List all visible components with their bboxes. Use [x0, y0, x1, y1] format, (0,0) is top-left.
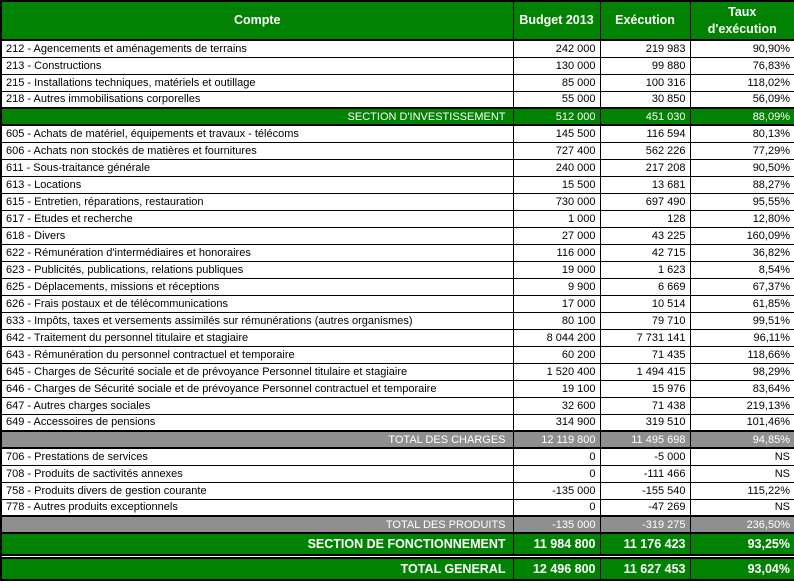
cell-execution: 15 976 — [600, 380, 690, 397]
cell-taux-execution: 61,85% — [690, 295, 794, 312]
cell-budget-2013: 19 000 — [513, 261, 600, 278]
cell-compte: 706 - Prestations de services — [1, 448, 513, 465]
table-row — [1, 91, 794, 108]
cell-taux-execution: 118,66% — [690, 346, 794, 363]
cell-taux-execution: 80,13% — [690, 125, 794, 142]
cell-compte: SECTION DE FONCTIONNEMENT — [1, 533, 513, 555]
cell-execution: -319 275 — [600, 516, 690, 533]
table-row — [1, 57, 794, 74]
column-header-taux-execution: Taux d'exécution — [690, 1, 794, 40]
cell-budget-2013: -135 000 — [513, 516, 600, 533]
cell-budget-2013: 242 000 — [513, 40, 600, 57]
cell-taux-execution: 90,90% — [690, 40, 794, 57]
cell-compte: 605 - Achats de matériel, équipements et travaux - télécoms — [1, 125, 513, 142]
cell-execution: 43 225 — [600, 227, 690, 244]
cell-compte: TOTAL DES CHARGES — [1, 431, 513, 448]
cell-budget-2013: 85 000 — [513, 74, 600, 91]
cell-taux-execution: 96,11% — [690, 329, 794, 346]
cell-execution: 6 669 — [600, 278, 690, 295]
cell-taux-execution: 36,82% — [690, 244, 794, 261]
cell-taux-execution: 95,55% — [690, 193, 794, 210]
cell-compte: 613 - Locations — [1, 176, 513, 193]
cell-budget-2013: 240 000 — [513, 159, 600, 176]
cell-taux-execution: NS — [690, 448, 794, 465]
table-row — [1, 363, 794, 380]
cell-budget-2013: 60 200 — [513, 346, 600, 363]
cell-execution: 13 681 — [600, 176, 690, 193]
table-body — [1, 40, 794, 580]
cell-budget-2013: 80 100 — [513, 312, 600, 329]
cell-taux-execution: 98,29% — [690, 363, 794, 380]
cell-execution: 128 — [600, 210, 690, 227]
cell-taux-execution: 101,46% — [690, 414, 794, 431]
cell-compte: 617 - Etudes et recherche — [1, 210, 513, 227]
cell-compte: 218 - Autres immobilisations corporelles — [1, 91, 513, 108]
table-row — [1, 261, 794, 278]
cell-compte: 626 - Frais postaux et de télécommunications — [1, 295, 513, 312]
cell-budget-2013: 512 000 — [513, 108, 600, 125]
cell-execution: 697 490 — [600, 193, 690, 210]
cell-execution: 217 208 — [600, 159, 690, 176]
cell-taux-execution: 93,04% — [690, 558, 794, 580]
cell-budget-2013: 12 119 800 — [513, 431, 600, 448]
cell-taux-execution: 115,22% — [690, 482, 794, 499]
cell-budget-2013: 19 100 — [513, 380, 600, 397]
cell-budget-2013: 145 500 — [513, 125, 600, 142]
cell-execution: 116 594 — [600, 125, 690, 142]
cell-execution: -111 466 — [600, 465, 690, 482]
cell-budget-2013: 130 000 — [513, 57, 600, 74]
table-row — [1, 40, 794, 57]
cell-taux-execution: 88,09% — [690, 108, 794, 125]
subtotal-row — [1, 431, 794, 448]
cell-execution: 99 880 — [600, 57, 690, 74]
cell-execution: 71 435 — [600, 346, 690, 363]
cell-compte: 615 - Entretien, réparations, restauration — [1, 193, 513, 210]
table-row — [1, 448, 794, 465]
grand-total-row — [1, 558, 794, 580]
cell-compte: TOTAL GENERAL — [1, 558, 513, 580]
cell-compte: TOTAL DES PRODUITS — [1, 516, 513, 533]
cell-budget-2013: 730 000 — [513, 193, 600, 210]
cell-budget-2013: 11 984 800 — [513, 533, 600, 555]
cell-execution: 1 494 415 — [600, 363, 690, 380]
cell-budget-2013: 12 496 800 — [513, 558, 600, 580]
cell-execution: 79 710 — [600, 312, 690, 329]
cell-budget-2013: 27 000 — [513, 227, 600, 244]
column-header-budget-2013: Budget 2013 — [513, 1, 600, 40]
cell-taux-execution: 99,51% — [690, 312, 794, 329]
cell-taux-execution: 76,83% — [690, 57, 794, 74]
cell-taux-execution: 236,50% — [690, 516, 794, 533]
cell-compte: 625 - Déplacements, missions et réceptions — [1, 278, 513, 295]
table-row — [1, 465, 794, 482]
cell-budget-2013: 17 000 — [513, 295, 600, 312]
cell-budget-2013: 15 500 — [513, 176, 600, 193]
cell-compte: 213 - Constructions — [1, 57, 513, 74]
cell-compte: 643 - Rémunération du personnel contractuel et temporaire — [1, 346, 513, 363]
column-header-compte: Compte — [1, 1, 513, 40]
table-row — [1, 244, 794, 261]
cell-budget-2013: 116 000 — [513, 244, 600, 261]
cell-execution: 7 731 141 — [600, 329, 690, 346]
table-row — [1, 210, 794, 227]
table-row — [1, 499, 794, 516]
cell-taux-execution: 219,13% — [690, 397, 794, 414]
table-row — [1, 414, 794, 431]
table-row — [1, 142, 794, 159]
cell-budget-2013: 55 000 — [513, 91, 600, 108]
cell-compte: 642 - Traitement du personnel titulaire et stagiaire — [1, 329, 513, 346]
section-total-row — [1, 108, 794, 125]
cell-execution: 42 715 — [600, 244, 690, 261]
cell-execution: 219 983 — [600, 40, 690, 57]
cell-compte: 212 - Agencements et aménagements de terrains — [1, 40, 513, 57]
cell-budget-2013: 32 600 — [513, 397, 600, 414]
cell-execution: -47 269 — [600, 499, 690, 516]
cell-taux-execution: 93,25% — [690, 533, 794, 555]
cell-execution: 319 510 — [600, 414, 690, 431]
header-row — [1, 1, 794, 40]
cell-taux-execution: 77,29% — [690, 142, 794, 159]
cell-compte: 606 - Achats non stockés de matières et fournitures — [1, 142, 513, 159]
cell-compte: 622 - Rémunération d'intermédiaires et honoraires — [1, 244, 513, 261]
table-row — [1, 312, 794, 329]
cell-taux-execution: 56,09% — [690, 91, 794, 108]
cell-compte: 646 - Charges de Sécurité sociale et de prévoyance Personnel contractuel et temporaire — [1, 380, 513, 397]
cell-compte: 623 - Publicités, publications, relations publiques — [1, 261, 513, 278]
table-row — [1, 482, 794, 499]
cell-taux-execution: 12,80% — [690, 210, 794, 227]
cell-execution: 11 495 698 — [600, 431, 690, 448]
cell-budget-2013: 1 520 400 — [513, 363, 600, 380]
cell-budget-2013: 0 — [513, 448, 600, 465]
cell-budget-2013: 9 900 — [513, 278, 600, 295]
cell-execution: 10 514 — [600, 295, 690, 312]
cell-taux-execution: 8,54% — [690, 261, 794, 278]
cell-taux-execution: 118,02% — [690, 74, 794, 91]
cell-compte: 778 - Autres produits exceptionnels — [1, 499, 513, 516]
subtotal-row — [1, 516, 794, 533]
cell-compte: 758 - Produits divers de gestion courante — [1, 482, 513, 499]
cell-compte: 708 - Produits de sactivités annexes — [1, 465, 513, 482]
table-row — [1, 176, 794, 193]
cell-budget-2013: 8 044 200 — [513, 329, 600, 346]
cell-budget-2013: 0 — [513, 465, 600, 482]
cell-execution: 100 316 — [600, 74, 690, 91]
table-row — [1, 397, 794, 414]
cell-compte: 645 - Charges de Sécurité sociale et de prévoyance Personnel titulaire et stagiaire — [1, 363, 513, 380]
cell-execution: 562 226 — [600, 142, 690, 159]
cell-budget-2013: -135 000 — [513, 482, 600, 499]
cell-budget-2013: 0 — [513, 499, 600, 516]
cell-execution: 30 850 — [600, 91, 690, 108]
cell-taux-execution: 90,50% — [690, 159, 794, 176]
cell-compte: 647 - Autres charges sociales — [1, 397, 513, 414]
cell-compte: 618 - Divers — [1, 227, 513, 244]
cell-taux-execution: 88,27% — [690, 176, 794, 193]
grand-total-row — [1, 533, 794, 555]
cell-compte: SECTION D'INVESTISSEMENT — [1, 108, 513, 125]
cell-compte: 633 - Impôts, taxes et versements assimilés sur rémunérations (autres organismes) — [1, 312, 513, 329]
cell-taux-execution: 67,37% — [690, 278, 794, 295]
table-row — [1, 193, 794, 210]
table-row — [1, 278, 794, 295]
cell-taux-execution: 94,85% — [690, 431, 794, 448]
table-row — [1, 380, 794, 397]
cell-execution: 11 627 453 — [600, 558, 690, 580]
table-row — [1, 295, 794, 312]
cell-taux-execution: 83,64% — [690, 380, 794, 397]
cell-taux-execution: NS — [690, 465, 794, 482]
column-header-execution: Exécution — [600, 1, 690, 40]
cell-compte: 649 - Accessoires de pensions — [1, 414, 513, 431]
cell-taux-execution: NS — [690, 499, 794, 516]
cell-execution: 71 438 — [600, 397, 690, 414]
table-row — [1, 125, 794, 142]
table-row — [1, 74, 794, 91]
cell-execution: -5 000 — [600, 448, 690, 465]
cell-execution: 451 030 — [600, 108, 690, 125]
table-row — [1, 329, 794, 346]
table-row — [1, 159, 794, 176]
cell-compte: 215 - Installations techniques, matériels et outillage — [1, 74, 513, 91]
cell-budget-2013: 314 900 — [513, 414, 600, 431]
cell-execution: 1 623 — [600, 261, 690, 278]
cell-budget-2013: 1 000 — [513, 210, 600, 227]
cell-budget-2013: 727 400 — [513, 142, 600, 159]
cell-execution: -155 540 — [600, 482, 690, 499]
cell-taux-execution: 160,09% — [690, 227, 794, 244]
cell-compte: 611 - Sous-traitance générale — [1, 159, 513, 176]
cell-execution: 11 176 423 — [600, 533, 690, 555]
table-row — [1, 227, 794, 244]
table-row — [1, 346, 794, 363]
